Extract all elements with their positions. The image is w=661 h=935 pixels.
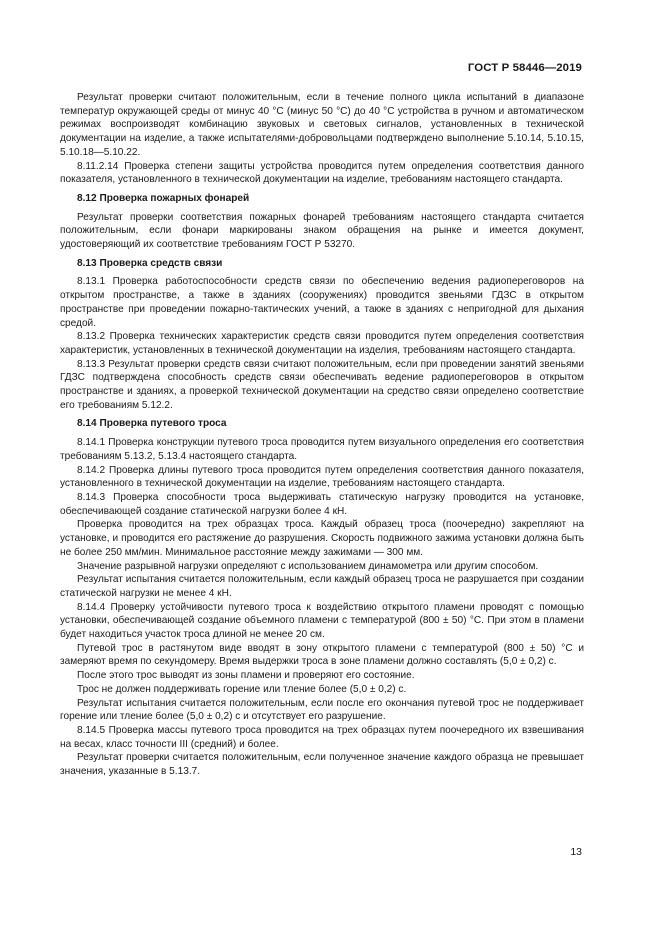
paragraph-8-14-4: 8.14.4 Проверку устойчивости путевого троса к воздействию открытого пламени проводят с помощью установки, обеспечивающей создание объемного пламени с температурой (800 ± 50) °С. При этом в пламени будет находиться участок троса длиной не менее 20 см. xyxy=(60,601,584,641)
paragraph-8-14-4-removal: После этого трос выводят из зоны пламени и проверяют его состояние. xyxy=(77,670,415,682)
paragraph-8-13-3: 8.13.3 Результат проверки средств связи считают положительным, если при проведении занятий звеньями ГДЗС подтверждена способность средств связи обеспечивать ведение радиопереговоров в открытом пространстве и зданиях, а проверкой технической документации на средство связи определено соответствие его требованиям 5.12.2. xyxy=(60,358,584,411)
paragraph-8-13-1: 8.13.1 Проверка работоспособности средств связи по обеспечению ведения радиопереговоров на открытом пространстве, а также в зданиях (сооружениях) проводится звеньями ГДЗС в открытом пространстве при проведении пожарно-тактических учений, а также в зданиях с непригодной для дыхания средой. xyxy=(60,276,584,329)
paragraph-8-14-1: 8.14.1 Проверка конструкции путевого троса проводится путем визуального определения его соответствия требованиям 5.13.2, 5.13.4 настоящего стандарта. xyxy=(60,437,584,462)
section-heading-8-14: 8.14 Проверка путевого троса xyxy=(77,418,227,430)
paragraph-8-14-5: 8.14.5 Проверка массы путевого троса проводится на трех образцах путем поочередного их взвешивания на весах, класс точности III (средний) и более. xyxy=(60,724,584,750)
paragraph-8-14-3-result: Результат испытания считается положительным, если каждый образец троса не разрушается при создании статической нагрузки не менее 4 кН. xyxy=(60,574,584,599)
paragraph-8-14-4-flame: Путевой трос в растянутом виде вводят в зону открытого пламени с температурой (800 ± 50) °С и замеряют время по секундомеру. Время выдержки троса в зоне пламени должно составлять (5,0 ± 0,2) с. xyxy=(60,642,584,668)
paragraph-8-14-4-result: Результат испытания считается положительным, если после его окончания путевой трос не поддерживает горение или тление более (5,0 ± 0,2) с и отсутствует его разрушение. xyxy=(60,697,584,723)
paragraph-8-11-2-14: 8.11.2.14 Проверка степени защиты устройства проводится путем определения соответствия данного показателя, установленного в технической документации на изделие, требованиям настоящего стандарта. xyxy=(60,160,584,186)
paragraph-8-14-3-procedure: Проверка проводится на трех образцах троса. Каждый образец троса (поочередно) закрепляют на установке, и проводится его растяжение до разрушения. Скорость подвижного зажима установки должна быть не более 250 мм/мин. Минимальное расстояние между зажимами — 300 мм. xyxy=(60,519,584,558)
paragraph-8-12-result: Результат проверки соответствия пожарных фонарей требованиям настоящего стандарта считается положительным, если фонари маркированы знаком обращения на рынке и имеется документ, удостоверяющий их соответствие требованиям ГОСТ Р 53270. xyxy=(60,211,584,251)
paragraph-8-14-4-burning: Трос не должен поддерживать горение или тление более (5,0 ± 0,2) с. xyxy=(77,683,407,695)
paragraph-8-14-3: 8.14.3 Проверка способности троса выдерживать статическую нагрузку проводится на установке, обеспечивающей создание статической нагрузки более 4 кН. xyxy=(60,491,584,517)
paragraph-result-temperature: Результат проверки считают положительным, если в течение полного цикла испытаний в диапазоне температур окружающей среды от минус 40 °С (минус 50 °С) до 40 °С устройства в ручном и автоматическом режимах воспроизводят комбинацию звуковых и световых сигналов, установленных в технической документации на изделие, а также испытателями-добровольцами подтверждено выполнение 5.10.14, 5.10.15, 5.10.18—5.10.22. xyxy=(60,92,584,158)
page-number: 13 xyxy=(570,846,582,858)
section-heading-8-13: 8.13 Проверка средств связи xyxy=(77,257,223,269)
section-heading-8-12: 8.12 Проверка пожарных фонарей xyxy=(77,192,250,204)
page-content xyxy=(60,91,584,779)
document-code-header: ГОСТ Р 58446—2019 xyxy=(467,62,582,74)
paragraph-8-14-2: 8.14.2 Проверка длины путевого троса проводится путем определения соответствия данного показателя, установленного в технической документации на изделие, требованиям настоящего стандарта. xyxy=(60,464,584,490)
paragraph-8-13-2: 8.13.2 Проверка технических характеристик средств связи проводится путем определения соответствия характеристик, установленных в технической документации на изделия, требованиям настоящего стандарта. xyxy=(60,331,584,356)
paragraph-8-14-3-breaking-load: Значение разрывной нагрузки определяют с использованием динамометра или другим способом. xyxy=(77,560,539,572)
paragraph-8-14-5-result: Результат проверки считается положительным, если полученное значение каждого образца не превышает значения, указанные в 5.13.7. xyxy=(60,752,584,778)
